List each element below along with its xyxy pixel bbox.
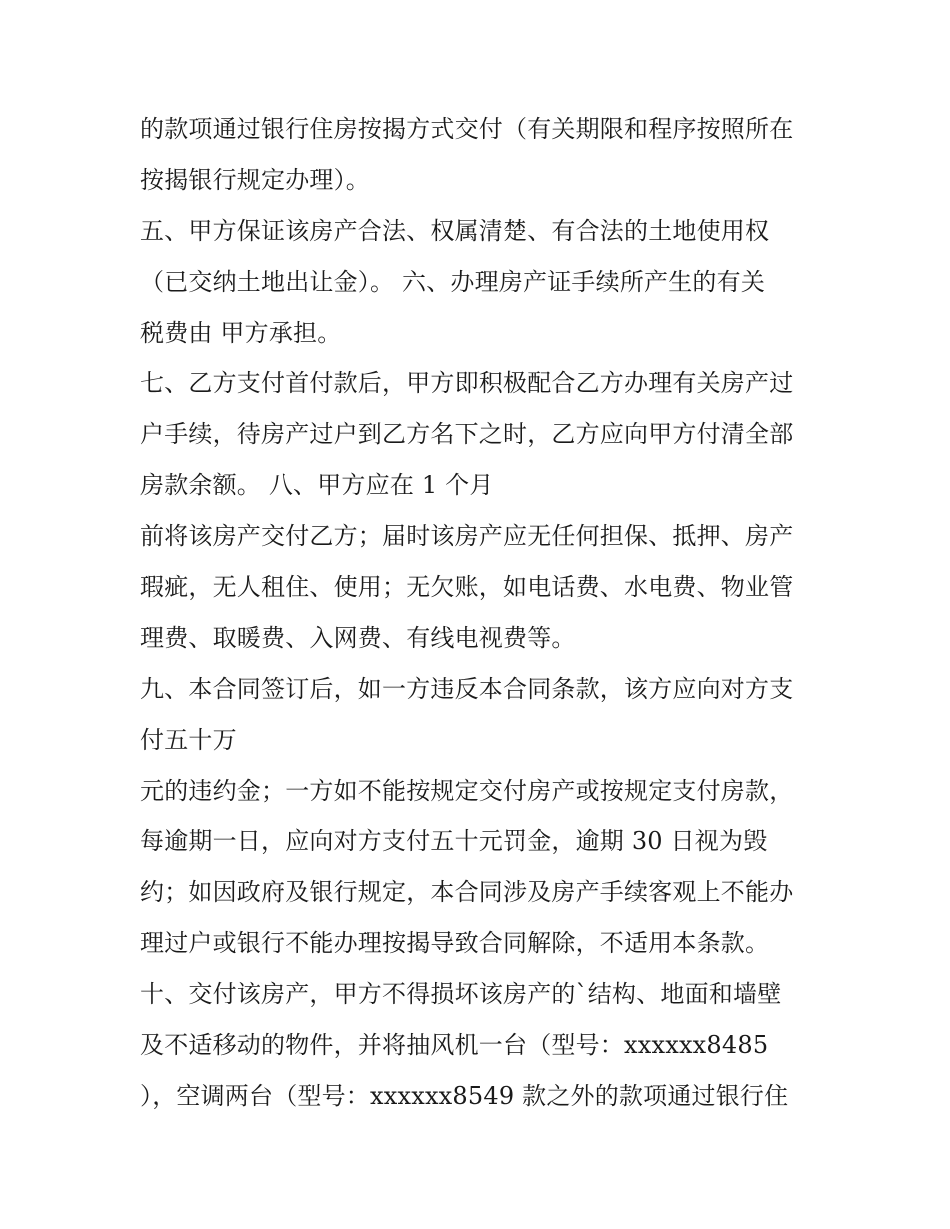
text-line: 理过户或银行不能办理按揭导致合同解除，不适用本条款。 <box>140 929 770 958</box>
text-line: 理费、取暖费、入网费、有线电视费等。 <box>140 623 576 652</box>
text-line: 的款项通过银行住房按揭方式交付（有关期限和程序按照所在 <box>140 115 794 143</box>
text-line: 及不适移动的物件，并将抽风机一台（型号：xxxxxx8485 <box>140 1031 769 1060</box>
text-line: 约；如因政府及银行规定，本合同涉及房产手续客观上不能办 <box>140 878 794 907</box>
text-line: 付五十万 <box>140 725 237 754</box>
text-line: 五、甲方保证该房产合法、权属清楚、有合法的土地使用权 <box>140 216 770 245</box>
text-line: 房款余额。 八、甲方应在 1 个月 <box>140 471 494 500</box>
text-line: （已交纳土地出让金）。 六、办理房产证手续所产生的有关 <box>140 267 766 296</box>
text-line: 户手续，待房产过户到乙方名下之时，乙方应向甲方付清全部 <box>140 420 794 449</box>
text-line: 瑕疵，无人租住、使用；无欠账，如电话费、水电费、物业管 <box>140 573 794 602</box>
text-line: 九、本合同签订后，如一方违反本合同条款，该方应向对方支 <box>140 674 794 703</box>
text-line: 每逾期一日，应向对方支付五十元罚金，逾期 30 日视为毁 <box>140 827 768 856</box>
text-line: ），空调两台（型号：xxxxxx8549 款之外的款项通过银行住 <box>140 1081 789 1110</box>
text-line: 前将该房产交付乙方；届时该房产应无任何担保、抵押、房产 <box>140 522 794 551</box>
text-line: 税费由 甲方承担。 <box>140 318 342 347</box>
text-line: 十、交付该房产，甲方不得损坏该房产的`结构、地面和墙壁 <box>140 980 782 1009</box>
contract-text <box>140 104 840 1122</box>
text-line: 七、乙方支付首付款后，甲方即积极配合乙方办理有关房产过 <box>140 369 794 398</box>
text-line: 元的违约金；一方如不能按规定交付房产或按规定支付房款， <box>140 776 794 805</box>
text-line: 按揭银行规定办理）。 <box>140 165 370 194</box>
